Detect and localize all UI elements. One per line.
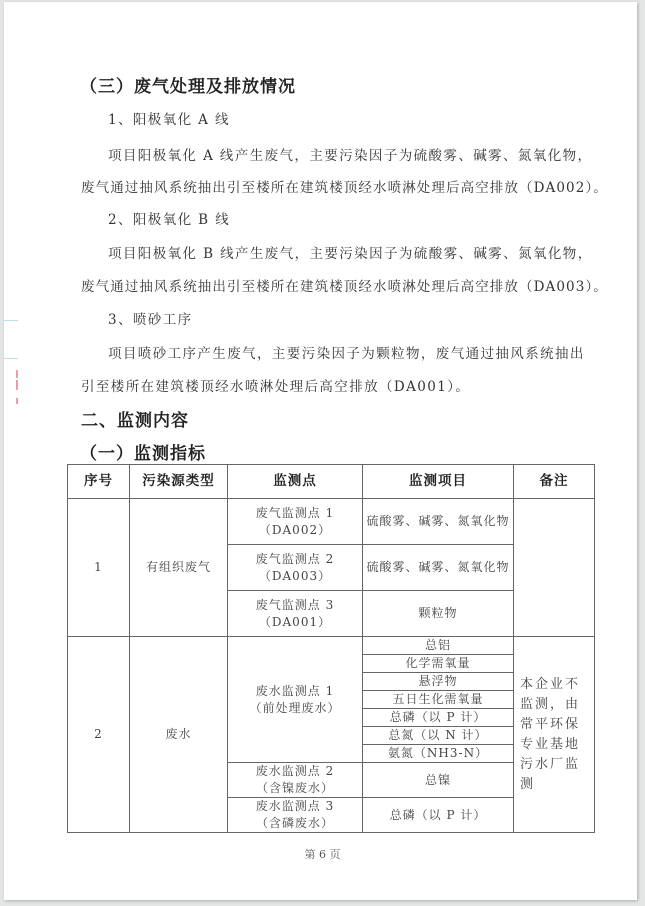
cell-item: 总铝 (363, 637, 514, 655)
paragraph-line-a-1: 项目阳极氧化 A 线产生废气，主要污染因子为硫酸雾、碱雾、氮氧化物， (108, 148, 593, 164)
point-code: （DA001） (258, 614, 332, 629)
header-item: 监测项目 (363, 465, 514, 499)
cell-item: 颗粒物 (363, 591, 514, 637)
point-name: 废气监测点 3 (255, 597, 335, 612)
cell-item: 五日生化需氧量 (363, 691, 514, 709)
paragraph-line-b-1: 项目阳极氧化 B 线产生废气，主要污染因子为硫酸雾、碱雾、氮氧化物， (108, 246, 593, 262)
cell-item: 氨氮（NH3-N） (363, 745, 514, 763)
paragraph-sand-1: 项目喷砂工序产生废气，主要污染因子为颗粒物，废气通过抽风系统抽出 (108, 346, 585, 362)
cell-point (228, 637, 363, 763)
point-code: （DA003） (258, 568, 332, 583)
cell-item: 硫酸雾、碱雾、氮氧化物 (363, 499, 514, 545)
cell-no: 1 (68, 499, 130, 637)
cell-point (228, 499, 363, 545)
subheading-sand: 3、喷砂工序 (108, 312, 193, 328)
header-no: 序号 (68, 465, 130, 499)
cell-item: 总镍 (363, 763, 514, 798)
table-row (68, 499, 595, 545)
scan-artifact (4, 358, 18, 359)
scan-artifact (16, 370, 18, 378)
cell-item: 悬浮物 (363, 673, 514, 691)
monitoring-table (67, 464, 595, 833)
cell-source-type: 废水 (130, 637, 228, 833)
table-header-row (68, 465, 595, 499)
table-row (68, 637, 595, 655)
cell-item: 总磷（以 P 计） (363, 709, 514, 727)
point-desc: （前处理废水） (249, 700, 341, 715)
point-name: 废水监测点 3 (255, 799, 335, 813)
page-number: 第 6 页 (304, 848, 341, 861)
cell-point (228, 763, 363, 798)
section-heading-monitoring: 二、监测内容 (81, 411, 189, 431)
point-name: 废气监测点 2 (255, 551, 335, 566)
header-remark: 备注 (514, 465, 595, 499)
point-desc: （含磷废水） (255, 816, 334, 830)
cell-item: 硫酸雾、碱雾、氮氧化物 (363, 545, 514, 591)
cell-source-type: 有组织废气 (130, 499, 228, 637)
point-code: （DA002） (258, 522, 332, 537)
scan-artifact (4, 320, 18, 321)
cell-point (228, 798, 363, 833)
subheading-line-a: 1、阳极氧化 A 线 (108, 112, 230, 128)
cell-item: 总磷（以 P 计） (363, 798, 514, 833)
cell-no: 2 (68, 637, 130, 833)
paragraph-sand-2: 引至楼所在建筑楼顶经水喷淋处理后高空排放（DA001）。 (81, 379, 471, 395)
paragraph-line-a-2: 废气通过抽风系统抽出引至楼所在建筑楼顶经水喷淋处理后高空排放（DA002）。 (81, 180, 608, 196)
section-heading-indicators: （一）监测指标 (80, 444, 206, 464)
subheading-line-b: 2、阳极氧化 B 线 (108, 212, 231, 228)
point-desc: （含镍废水） (255, 781, 334, 795)
cell-point (228, 545, 363, 591)
point-name: 废水监测点 1 (255, 683, 335, 698)
point-name: 废水监测点 2 (255, 764, 335, 778)
cell-item: 总氮（以 N 计） (363, 727, 514, 745)
header-source-type: 污染源类型 (130, 465, 228, 499)
header-point: 监测点 (228, 465, 363, 499)
cell-point (228, 591, 363, 637)
cell-item: 化学需氧量 (363, 655, 514, 673)
point-name: 废气监测点 1 (255, 505, 335, 520)
paragraph-line-b-2: 废气通过抽风系统抽出引至楼所在建筑楼顶经水喷淋处理后高空排放（DA003）。 (81, 279, 608, 295)
cell-remark-empty (514, 499, 595, 637)
scan-artifact (16, 380, 18, 390)
scan-artifact (16, 398, 18, 404)
cell-remark: 本企业不监测，由常平环保专业基地污水厂监测 (514, 637, 595, 833)
section-heading-waste-gas: （三）废气处理及排放情况 (80, 77, 296, 97)
